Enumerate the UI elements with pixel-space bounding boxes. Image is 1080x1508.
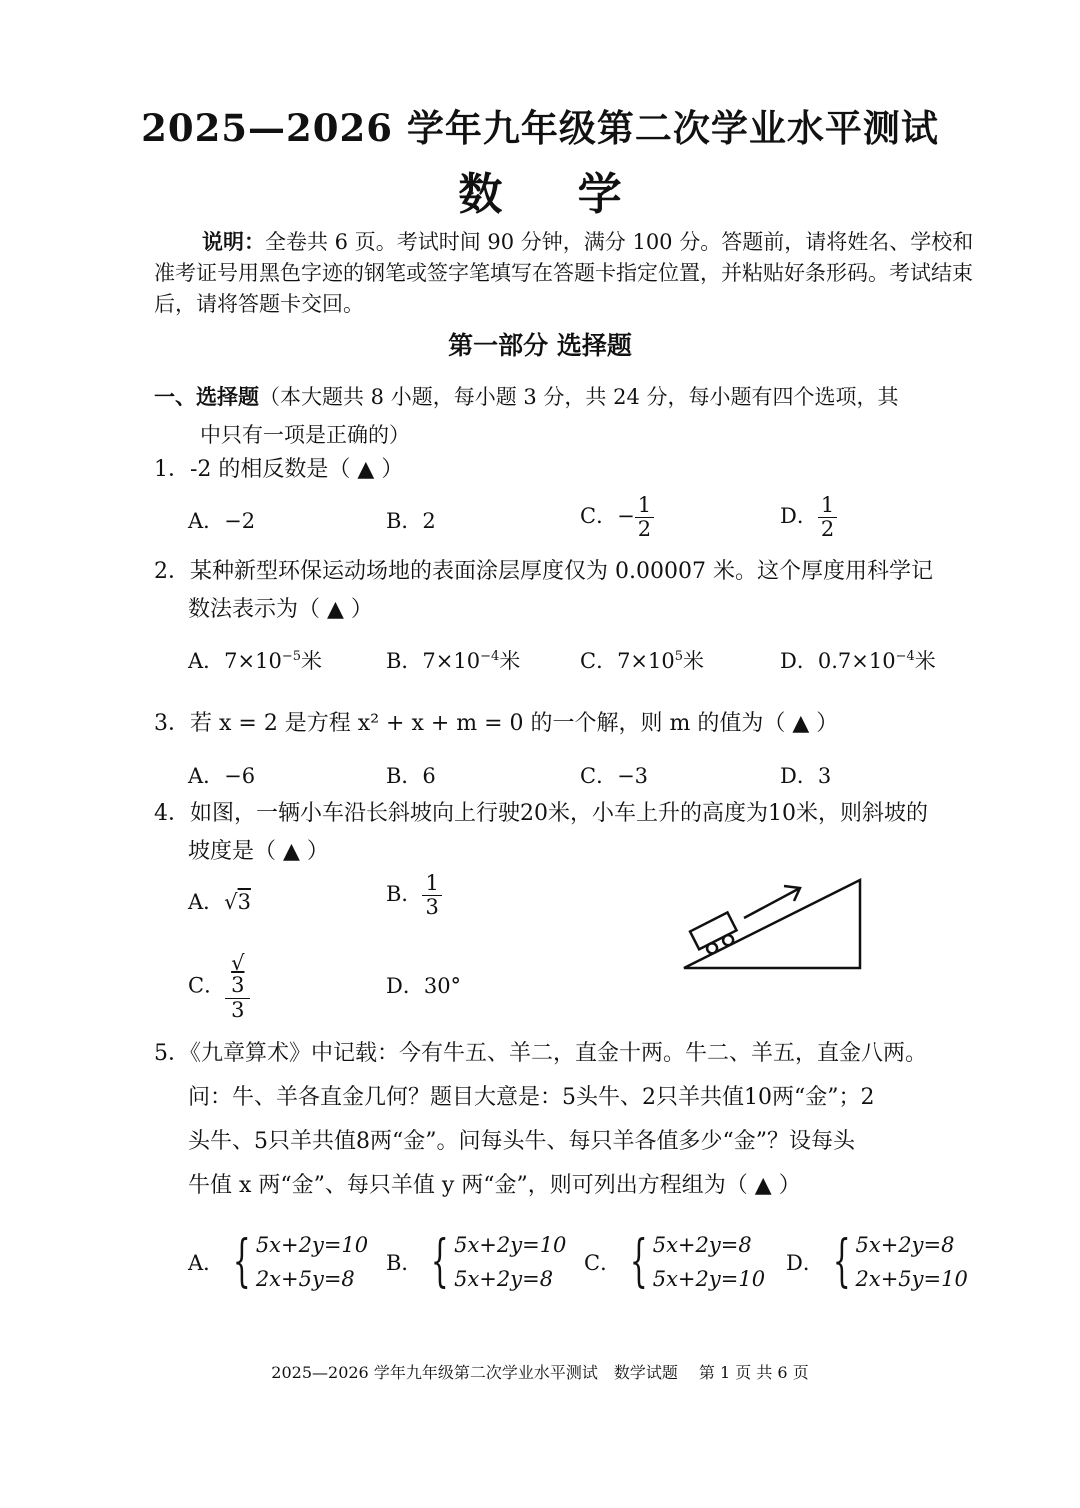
q1-option-d-fraction: $\frac{1}{2}$ <box>818 494 837 541</box>
slope-figure <box>676 868 876 978</box>
part-title: 第一部分 选择题 <box>448 331 632 360</box>
question-5-line-2: 问：牛、羊各直金几何？题目大意是：5头牛、2只羊共值10两“金”；2 <box>188 1085 875 1110</box>
q5-option-a: A． { 5x+2y=10 2x+5y=8 <box>188 1229 369 1294</box>
q1-option-d <box>780 494 837 541</box>
section-desc-2: 中只有一项是正确的） <box>200 423 410 447</box>
q4-option-c: C． √ 3 3 <box>188 952 250 1022</box>
q1-option-c-sign: − <box>617 504 635 528</box>
instructions-label: 说明： <box>202 229 265 254</box>
q2-option-a: A．$7\times 10^{-5}$米 <box>188 649 323 673</box>
q5-option-c: C． { 5x+2y=8 5x+2y=10 <box>584 1229 766 1294</box>
q3-option-a: A．−6 <box>188 764 256 788</box>
q4-option-b-fraction: $\frac{1}{3}$ <box>422 872 441 919</box>
section-desc-1: （本大题共 8 小题，每小题 3 分，共 24 分，每小题有四个选项，其 <box>259 385 899 409</box>
q1-option-d-label: D． <box>780 504 818 528</box>
q2-option-c: C．$7\times 10^5$米 <box>580 649 705 673</box>
q1-option-c-fraction: $\frac{1}{2}$ <box>635 494 654 541</box>
q3-option-c: C．−3 <box>580 764 649 788</box>
q5-option-d: D． { 5x+2y=8 2x+5y=10 <box>786 1229 968 1294</box>
question-4-stem-2: 坡度是（ ▲ ） <box>188 839 329 864</box>
instructions-text: 全卷共 6 页。考试时间 90 分钟，满分 100 分。答题前，请将姓名、学校和准考证号用黑色字迹的钢笔或签字笔填写在答题卡指定位置，并粘贴好条形码。考试结束后，请将答题卡交回。 <box>154 230 974 316</box>
q4-option-a: A．√3 <box>188 890 251 914</box>
q2-option-b: B．$7\times 10^{-4}$米 <box>386 649 521 673</box>
section-header <box>154 378 974 454</box>
q4-option-d: D．30° <box>386 974 462 998</box>
question-2-stem-2: 数法表示为（ ▲ ） <box>188 597 373 622</box>
question-5-line-1: 5．《九章算术》中记载：今有牛五、羊二，直金十两。牛二、羊五，直金八两。 <box>154 1041 927 1066</box>
q1-option-a: A．−2 <box>188 509 256 533</box>
q4-option-c-fraction: √ 3 3 <box>225 952 250 1022</box>
q3-option-d: D．3 <box>780 764 832 788</box>
q4-option-b: B． $\frac{1}{3}$ <box>386 872 442 919</box>
instructions <box>154 226 974 320</box>
q3-option-b: B．6 <box>386 764 436 788</box>
q2-option-d: D．$0.7\times 10^{-4}$米 <box>780 649 936 673</box>
question-1-stem: 1．-2 的相反数是（ ▲ ） <box>154 457 404 482</box>
exam-title: 2025—2026 学年九年级第二次学业水平测试 <box>141 106 939 150</box>
subject-title: 数 学 <box>458 169 652 220</box>
q4-option-a-radicand: 3 <box>237 890 251 914</box>
q1-option-b: B．2 <box>386 509 436 533</box>
question-3-stem: 3．若 x = 2 是方程 x² + x + m = 0 的一个解，则 m 的值为（ ▲ ） <box>154 711 839 736</box>
car <box>690 912 741 958</box>
question-5-line-4: 牛值 x 两“金”、每只羊值 y 两“金”，则可列出方程组为（ ▲ ） <box>188 1173 801 1198</box>
page-footer: 2025—2026 学年九年级第二次学业水平测试 数学试题 第 1 页 共 6 页 <box>271 1363 809 1382</box>
question-2-stem-1: 2．某种新型环保运动场地的表面涂层厚度仅为 0.00007 米。这个厚度用科学记 <box>154 559 933 584</box>
question-5-line-3: 头牛、5只羊共值8两“金”。问每头牛、每只羊各值多少“金”？设每头 <box>188 1129 855 1154</box>
q1-option-c-label: C． <box>580 504 618 528</box>
section-label: 一、选择题 <box>154 384 259 409</box>
q1-option-c <box>580 494 654 541</box>
q5-option-b: B． { 5x+2y=10 5x+2y=8 <box>386 1229 567 1294</box>
question-4-stem-1: 4．如图，一辆小车沿长斜坡向上行驶20米，小车上升的高度为10米，则斜坡的 <box>154 801 928 826</box>
